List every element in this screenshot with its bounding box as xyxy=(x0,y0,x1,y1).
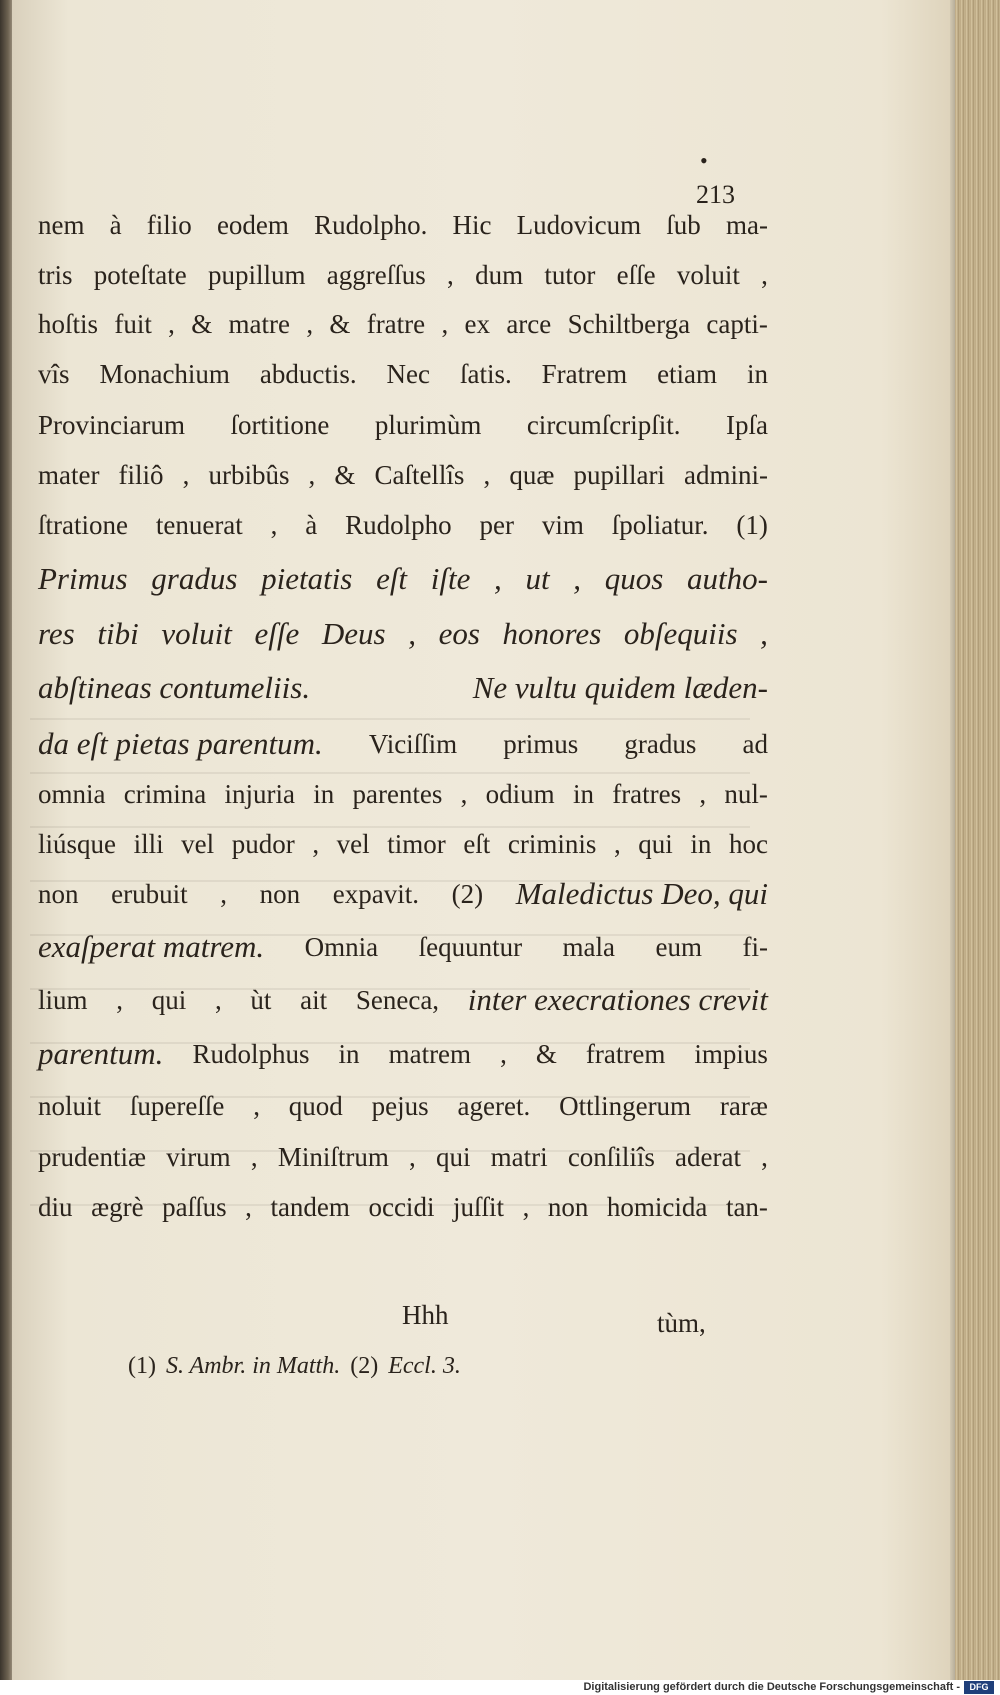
word: , xyxy=(760,616,768,651)
word: tandem xyxy=(270,1192,350,1222)
word: filio xyxy=(146,210,192,240)
word: Monachium xyxy=(99,359,230,389)
word: lium xyxy=(38,985,88,1015)
word: quod xyxy=(288,1091,343,1121)
word: odium xyxy=(485,779,555,809)
word: omnia xyxy=(38,779,106,809)
word: Ipſa xyxy=(725,410,768,440)
word: abductis. xyxy=(259,359,357,389)
word: circumſcripſit. xyxy=(526,410,681,440)
text-line xyxy=(38,1190,768,1224)
word: hoſtis xyxy=(38,309,99,339)
signature-mark: Hhh xyxy=(402,1300,449,1330)
word: ſequuntur xyxy=(418,932,523,962)
footnote-text: S. Ambr. in Matth. xyxy=(165,1353,341,1379)
word: , xyxy=(306,309,314,339)
word: Ottlingerum xyxy=(559,1091,692,1121)
phrase: abſtineas contumeliis. xyxy=(38,670,311,705)
word: , xyxy=(214,985,222,1015)
funding-credit: Digitalisierung gefördert durch die Deutsche Forschungsgemeinschaft - xyxy=(583,1681,960,1693)
phrase: exaſperat matrem. xyxy=(38,929,265,964)
word: , xyxy=(308,460,316,490)
word: res xyxy=(38,616,75,651)
word: quæ xyxy=(509,460,555,490)
phrase: inter execrationes crevit xyxy=(467,982,768,1017)
word: impius xyxy=(694,1039,768,1069)
word: in xyxy=(746,359,768,389)
word: , xyxy=(116,985,123,1015)
word: Rudolpho. xyxy=(314,210,428,240)
word: paſſus xyxy=(162,1192,227,1222)
word: , xyxy=(220,879,227,909)
word: admini- xyxy=(684,460,768,490)
word: fuit xyxy=(114,309,152,339)
word: virum xyxy=(166,1142,231,1172)
text-line xyxy=(38,1089,768,1123)
word: & xyxy=(191,309,213,339)
word: criminis xyxy=(507,829,597,859)
text-line xyxy=(38,727,768,761)
catchword: tùm, xyxy=(657,1308,706,1338)
word: non xyxy=(259,879,301,909)
word: erubuit xyxy=(111,879,188,909)
word: injuria xyxy=(224,779,295,809)
word: ſortitione xyxy=(230,410,330,440)
word: fratrem xyxy=(585,1039,666,1069)
word: , xyxy=(270,510,278,540)
dfg-logo: DFG xyxy=(964,1681,994,1694)
word: non xyxy=(38,879,79,909)
word: gradus xyxy=(624,729,697,759)
text-line xyxy=(38,562,768,596)
word: , xyxy=(312,829,320,859)
word: in xyxy=(690,829,712,859)
text-line xyxy=(38,508,768,542)
word: vim xyxy=(541,510,584,540)
word: eodem xyxy=(216,210,289,240)
word: matre xyxy=(228,309,290,339)
word: pejus xyxy=(371,1091,429,1121)
word: eſt xyxy=(376,561,408,596)
word: & xyxy=(535,1039,557,1069)
word: matri xyxy=(490,1142,548,1172)
word: eum xyxy=(655,932,702,962)
word: nem xyxy=(38,210,85,240)
word: , xyxy=(494,561,502,596)
header-dot: • xyxy=(700,148,708,173)
word: tenuerat xyxy=(155,510,243,540)
word: expavit. xyxy=(332,879,419,909)
word: qui xyxy=(638,829,673,859)
word: , xyxy=(522,1192,530,1222)
word: Seneca, xyxy=(355,985,440,1015)
word: non xyxy=(547,1192,589,1222)
word: ma- xyxy=(725,210,768,240)
word: illi xyxy=(133,829,164,859)
word: conſiliîs xyxy=(567,1142,655,1172)
word: in xyxy=(338,1039,360,1069)
text-line xyxy=(38,827,768,861)
word: obſequiis xyxy=(623,616,738,651)
word: timor xyxy=(387,829,446,859)
stacked-page-edges xyxy=(955,0,1000,1680)
word: urbibûs xyxy=(208,460,290,490)
word: eſſe xyxy=(616,260,656,290)
word: tibi xyxy=(97,616,139,651)
word: à xyxy=(305,510,318,540)
word: Rudolpho xyxy=(345,510,452,540)
word: (1) xyxy=(736,510,768,540)
word: à xyxy=(109,210,122,240)
word: nul- xyxy=(724,779,768,809)
footnote-mark: (2) xyxy=(350,1353,379,1379)
word: Fratrem xyxy=(541,359,628,389)
word: fi- xyxy=(742,932,768,962)
word: ſpoliatur. xyxy=(611,510,709,540)
word: eſſe xyxy=(254,616,300,651)
word: hoc xyxy=(728,829,768,859)
word: ex xyxy=(464,309,491,339)
word: tris xyxy=(38,260,73,290)
word: prudentiæ xyxy=(38,1142,146,1172)
word: in xyxy=(572,779,594,809)
text-line xyxy=(38,208,768,242)
word: , xyxy=(500,1039,507,1069)
word: fratres xyxy=(612,779,682,809)
word: Schiltberga xyxy=(567,309,691,339)
word: tan- xyxy=(725,1192,768,1222)
text-line xyxy=(38,671,768,705)
word: ſupereſſe xyxy=(129,1091,225,1121)
word: homicida xyxy=(606,1192,708,1222)
word: diu xyxy=(38,1192,73,1222)
text-line xyxy=(38,877,768,911)
word: pupillum xyxy=(208,260,306,290)
word: qui xyxy=(435,1142,471,1172)
word: ſatis. xyxy=(459,359,512,389)
word: , xyxy=(613,829,621,859)
word: fratre xyxy=(366,309,426,339)
word: crimina xyxy=(123,779,207,809)
word: ageret. xyxy=(457,1091,531,1121)
word: Nec xyxy=(386,359,431,389)
phrase: da eſt pietas parentum. xyxy=(38,726,323,761)
word: iſte xyxy=(430,561,471,596)
word: etiam xyxy=(657,359,718,389)
text-line xyxy=(38,1140,768,1174)
word: eos xyxy=(438,616,480,651)
text-line xyxy=(38,1037,768,1071)
word: dum xyxy=(475,260,524,290)
word: liúsque xyxy=(38,829,116,859)
word: & xyxy=(334,460,356,490)
word: ad xyxy=(742,729,768,759)
text-line xyxy=(38,983,768,1017)
word: , xyxy=(253,1091,260,1121)
text-line xyxy=(38,617,768,651)
word: pietatis xyxy=(261,561,353,596)
word: , xyxy=(182,460,190,490)
word: voluit xyxy=(676,260,740,290)
word: ſtratione xyxy=(38,510,128,540)
word: per xyxy=(479,510,515,540)
word: ut xyxy=(525,561,550,596)
word: primus xyxy=(503,729,579,759)
word: mater xyxy=(38,460,100,490)
footnote-ref: (2) xyxy=(451,879,484,909)
word: parentum. xyxy=(38,1036,164,1071)
word: Provinciarum xyxy=(38,410,185,440)
word: vel xyxy=(181,829,215,859)
phrase: Ne vultu quidem læden- xyxy=(472,670,768,705)
word: , xyxy=(699,779,707,809)
word: Miniſtrum xyxy=(277,1142,389,1172)
word: arce xyxy=(506,309,552,339)
word: , xyxy=(483,460,491,490)
text-line xyxy=(38,357,768,391)
footnote-mark: (1) xyxy=(128,1353,156,1379)
word: Rudolphus xyxy=(192,1039,310,1069)
word: Caſtellîs xyxy=(374,460,465,490)
word: filiô xyxy=(118,460,164,490)
text-line xyxy=(38,777,768,811)
footnote-text: Eccl. 3. xyxy=(388,1353,461,1379)
word: , xyxy=(168,309,175,339)
word: quos xyxy=(604,561,664,596)
word: mala xyxy=(562,932,616,962)
phrase: Maledictus Deo, qui xyxy=(515,876,768,911)
word: , xyxy=(408,616,416,651)
word: capti- xyxy=(706,309,768,339)
word: voluit xyxy=(161,616,232,651)
word: parentes xyxy=(352,779,443,809)
word: noluit xyxy=(38,1091,102,1121)
word: vel xyxy=(336,829,370,859)
word: pudor xyxy=(231,829,295,859)
word: pupillari xyxy=(573,460,665,490)
text-line xyxy=(38,930,768,964)
word: ægrè xyxy=(91,1192,144,1222)
word: vîs xyxy=(38,359,70,389)
word: occidi xyxy=(368,1192,435,1222)
word: , xyxy=(250,1142,258,1172)
word: Deus xyxy=(321,616,386,651)
footnotes xyxy=(128,1353,471,1380)
word: Hic xyxy=(452,210,492,240)
word: , xyxy=(409,1142,416,1172)
word: honores xyxy=(502,616,602,651)
word: , xyxy=(761,1142,768,1172)
word: ait xyxy=(300,985,328,1015)
word: qui xyxy=(151,985,187,1015)
text-line xyxy=(38,408,768,442)
word: ſub xyxy=(666,210,701,240)
word: aggreſſus xyxy=(326,260,426,290)
word: poteſtate xyxy=(93,260,187,290)
word: , xyxy=(441,309,449,339)
word: , xyxy=(460,779,468,809)
word: ùt xyxy=(250,985,272,1015)
word: , xyxy=(761,260,768,290)
word: eſt xyxy=(463,829,491,859)
word: aderat xyxy=(675,1142,741,1172)
word: autho- xyxy=(687,561,768,596)
word: , xyxy=(573,561,582,596)
text-line xyxy=(38,307,768,341)
word: Omnia xyxy=(304,932,379,962)
word: in xyxy=(313,779,335,809)
word: tutor xyxy=(544,260,596,290)
word: , xyxy=(245,1192,252,1222)
word: juſſit xyxy=(453,1192,505,1222)
page-number: 213 xyxy=(696,180,735,209)
word: matrem xyxy=(388,1039,472,1069)
word: raræ xyxy=(719,1091,768,1121)
word: Ludovicum xyxy=(516,210,642,240)
text-line xyxy=(38,258,768,292)
word: Primus xyxy=(38,561,128,596)
word: plurimùm xyxy=(374,410,482,440)
word: gradus xyxy=(151,561,238,596)
word: , xyxy=(447,260,454,290)
text-line xyxy=(38,458,768,492)
word: & xyxy=(329,309,351,339)
word: Viciſſim xyxy=(368,729,458,759)
